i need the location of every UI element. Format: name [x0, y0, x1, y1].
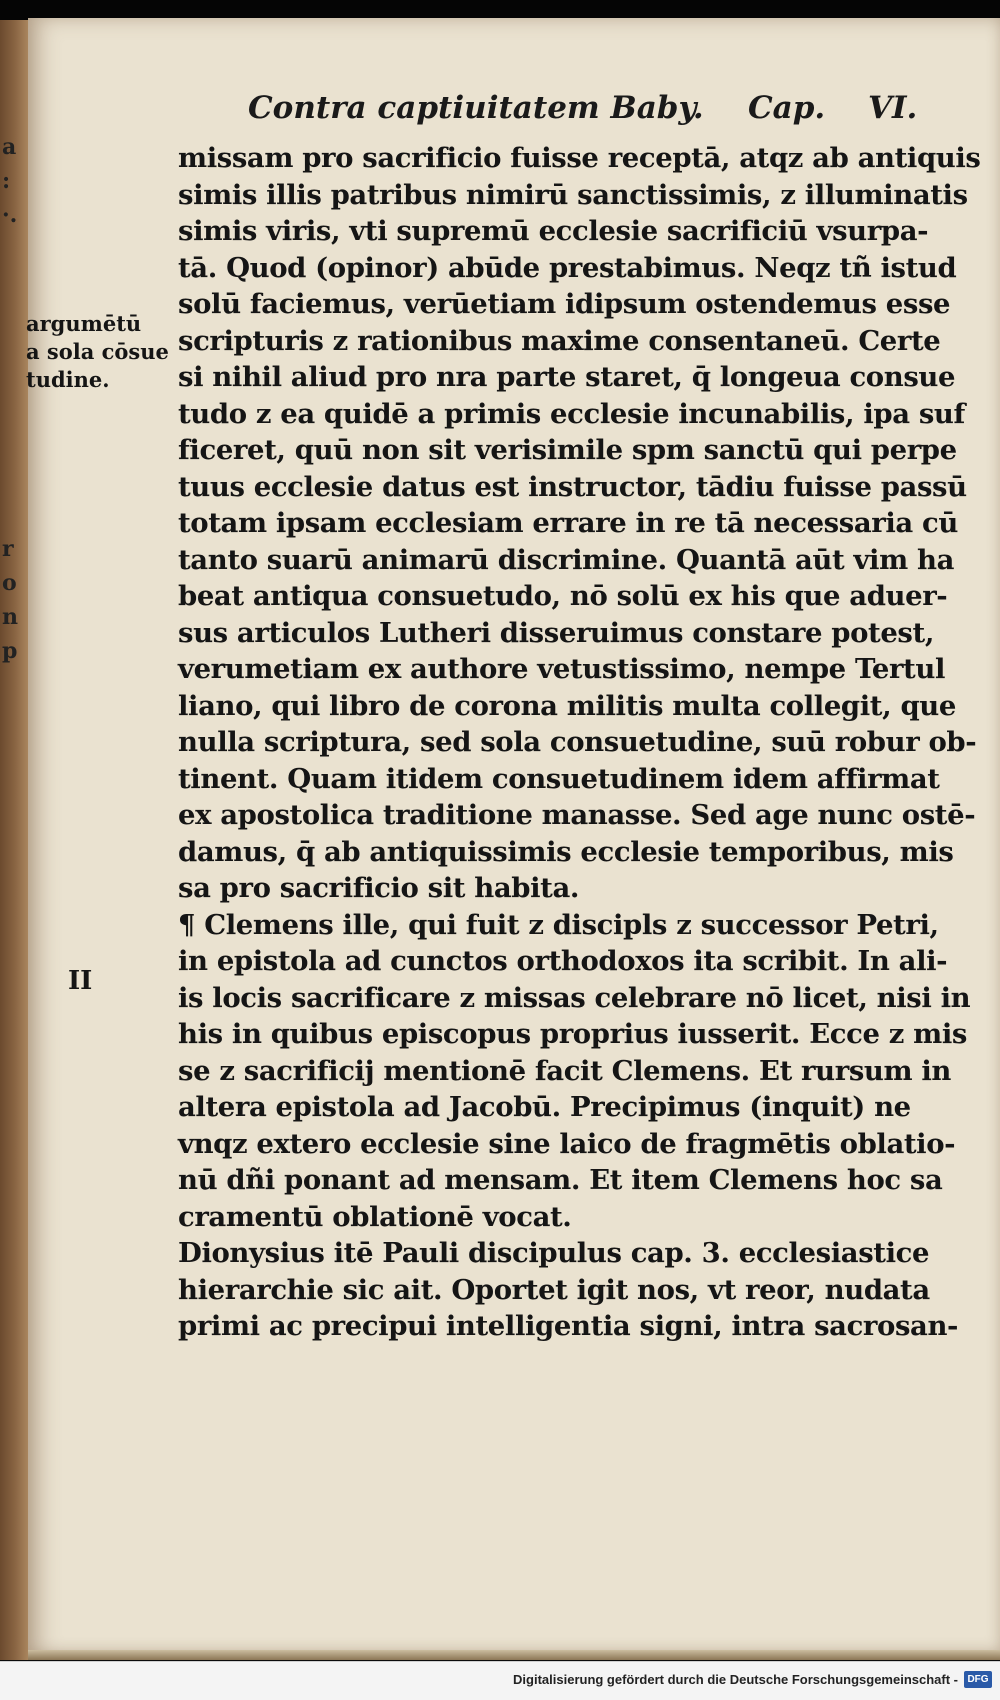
- text-line: tudo z ea quidē a primis ecclesie incunabilis, ipa suf: [178, 397, 965, 430]
- text-line: simis viris, vti supremū ecclesie sacrificiū vsurpa-: [178, 215, 929, 247]
- text-line: ex apostolica traditione manasse. Sed age nunc ostē-: [178, 799, 976, 831]
- text-line: missam pro sacrificio fuisse receptā, atqz ab antiquis: [178, 142, 981, 174]
- text-line: sa pro sacrificio sit habita.: [178, 872, 580, 904]
- funding-credit: Digitalisierung gefördert durch die Deutsche Forschungsgemeinschaft -: [513, 1672, 958, 1687]
- text-line: scripturis z rationibus maxime consentaneū. Certe: [178, 324, 941, 357]
- fragment-text: a: [2, 134, 17, 160]
- margin-note-line: a sola cōsue: [26, 339, 169, 364]
- text-line: tanto suarū animarū discrimine. Quantā aūt vim ha: [178, 543, 954, 576]
- text-line: ¶ Clemens ille, qui fuit z discipls z successor Petri,: [178, 908, 939, 941]
- fragment-text: o: [2, 570, 17, 596]
- chapter-number: VI.: [868, 90, 918, 126]
- scan-top-border: [0, 0, 1000, 20]
- text-line: in epistola ad cunctos orthodoxos ita scribit. In ali-: [178, 945, 948, 977]
- text-line: his in quibus episcopus proprius iusserit. Ecce z mis: [178, 1018, 967, 1050]
- fragment-text: :: [2, 168, 11, 194]
- text-line: sus articulos Lutheri disseruimus constare potest,: [178, 616, 934, 649]
- running-title: Contra captiuitatem Baby.: [248, 90, 704, 126]
- fragment-text: p: [2, 638, 18, 664]
- fragment-text: n: [2, 604, 18, 630]
- text-line: nū dñi ponant ad mensam. Et item Clemens hoc sa: [178, 1164, 943, 1196]
- text-line: altera epistola ad Jacobū. Precipimus (inquit) ne: [178, 1091, 911, 1123]
- text-line: Dionysius itē Pauli discipulus cap. 3. ecclesiastice: [178, 1237, 930, 1269]
- fragment-text: r: [2, 536, 14, 562]
- previous-page-fragments: [2, 130, 28, 668]
- footer-bar: [0, 1661, 1000, 1700]
- chapter-label: Cap.: [748, 90, 826, 126]
- text-line: tā. Quod (opinor) abūde prestabimus. Neqz tñ istud: [178, 251, 957, 284]
- dfg-logo-icon[interactable]: DFG: [964, 1671, 992, 1688]
- fragment-text: ·.: [2, 202, 18, 228]
- body-text: [178, 140, 981, 1345]
- text-line: liano, qui libro de corona militis multa collegit, que: [178, 689, 956, 722]
- margin-note: [26, 310, 169, 394]
- text-line: tuus ecclesie datus est instructor, tādiu fuisse passū: [178, 470, 967, 503]
- text-line: primi ac precipui intelligentia signi, intra sacrosan-: [178, 1310, 959, 1342]
- margin-section-number: II: [68, 966, 93, 996]
- margin-note-line: tudine.: [26, 367, 110, 392]
- text-line: verumetiam ex authore vetustissimo, nempe Tertul: [178, 653, 945, 685]
- text-line: cramentū oblationē vocat.: [178, 1200, 572, 1233]
- text-line: se z sacrificij mentionē facit Clemens. Et rursum in: [178, 1054, 952, 1087]
- text-line: si nihil aliud pro nra parte staret, q̄ longeua consue: [178, 361, 956, 393]
- margin-note-line: argumētū: [26, 311, 142, 336]
- text-line: tinent. Quam itidem consuetudinem idem affirmat: [178, 762, 940, 795]
- text-line: nulla scriptura, sed sola consuetudine, suū robur ob-: [178, 726, 977, 758]
- text-line: beat antiqua consuetudo, nō solū ex his que aduer-: [178, 580, 948, 612]
- text-line: simis illis patribus nimirū sanctissimis, z illuminatis: [178, 178, 968, 211]
- page-edge: [28, 1650, 1000, 1660]
- text-line: hierarchie sic ait. Oportet igit nos, vt reor, nudata: [178, 1273, 930, 1306]
- text-line: is locis sacrificare z missas celebrare nō licet, nisi in: [178, 981, 971, 1014]
- text-line: damus, q̄ ab antiquissimis ecclesie temporibus, mis: [178, 835, 954, 868]
- text-line: ficeret, quū non sit verisimile spm sanctū qui perpe: [178, 434, 957, 466]
- running-header: [248, 90, 928, 136]
- text-line: solū faciemus, verūetiam idipsum ostendemus esse: [178, 288, 951, 320]
- text-line: totam ipsam ecclesiam errare in re tā necessaria cū: [178, 507, 958, 539]
- text-line: vnqz extero ecclesie sine laico de fragmētis oblatio-: [178, 1127, 956, 1160]
